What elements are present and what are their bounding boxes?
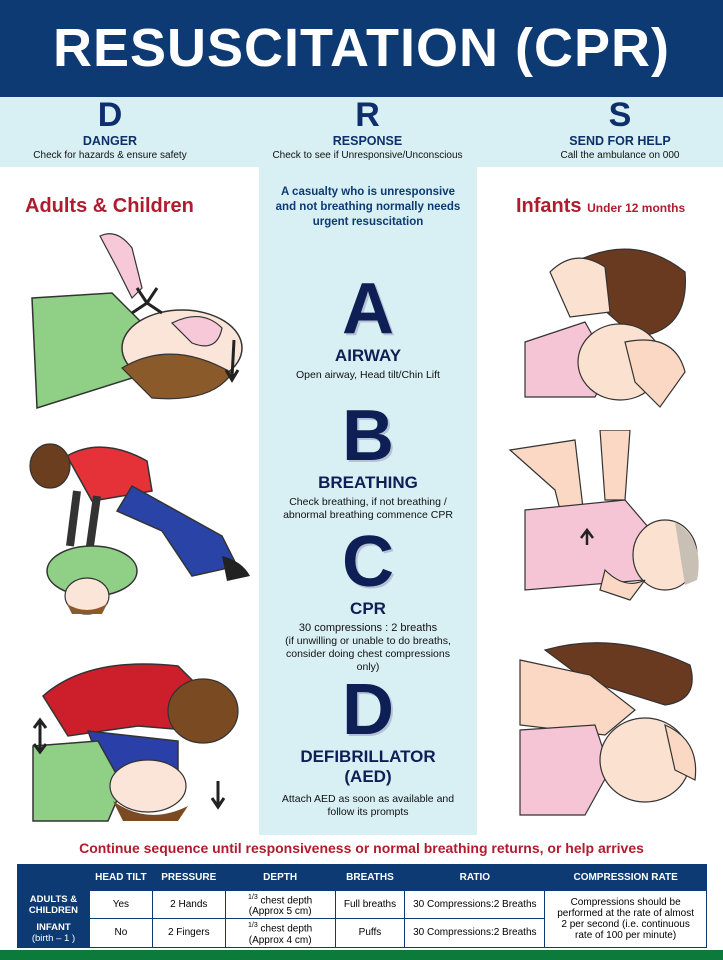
cell-breaths-infant: Puffs bbox=[335, 919, 405, 947]
step-letter-a: A bbox=[342, 269, 394, 349]
step-desc-cpr-3: consider doing chest compressions bbox=[285, 648, 450, 660]
cell-depth-adults bbox=[225, 891, 335, 919]
intro-line-3: urgent resuscitation bbox=[312, 216, 424, 228]
drs-letter-s: S bbox=[608, 96, 632, 134]
center-intro bbox=[259, 185, 477, 230]
step-word-aed: (AED) bbox=[344, 767, 392, 786]
depth-fraction-infant: 1/3 bbox=[248, 922, 258, 930]
cell-pressure-adults: 2 Hands bbox=[152, 891, 225, 919]
table-row bbox=[18, 891, 707, 919]
depth-approx-infant: (Approx 4 cm) bbox=[248, 934, 312, 946]
drs-desc-send: Call the ambulance on 000 bbox=[560, 150, 680, 161]
cell-ratio-adults: 30 Compressions:2 Breaths bbox=[405, 891, 545, 919]
drs-word-danger: DANGER bbox=[82, 134, 138, 148]
drs-word-response: RESPONSE bbox=[332, 134, 403, 148]
infant-breathing-illustration bbox=[515, 630, 710, 825]
step-desc-breathing-1: Check breathing, if not breathing / bbox=[289, 496, 447, 508]
row-label-infant-2: (birth – 1 ) bbox=[31, 932, 76, 944]
footer-bar bbox=[0, 950, 723, 960]
drs-letter-d: D bbox=[97, 96, 123, 134]
step-desc-breathing-2: abnormal breathing commence CPR bbox=[283, 509, 453, 521]
step-desc-cpr-1: 30 compressions : 2 breaths bbox=[298, 622, 438, 634]
step-letter-b: B bbox=[342, 396, 394, 476]
rate-line-4: rate of 100 per minute) bbox=[575, 929, 677, 941]
adult-airway-illustration bbox=[22, 228, 250, 413]
cell-head-tilt-adults: Yes bbox=[89, 891, 152, 919]
cell-ratio-infant: 30 Compressions:2 Breaths bbox=[405, 919, 545, 947]
table-header-row bbox=[18, 865, 707, 891]
step-word-breathing: BREATHING bbox=[318, 473, 418, 492]
step-desc-aed-1: Attach AED as soon as available and bbox=[281, 793, 455, 805]
table-header-breaths: BREATHS bbox=[335, 865, 405, 891]
infant-airway-illustration bbox=[515, 232, 710, 417]
step-word-cpr: CPR bbox=[350, 599, 386, 618]
step-desc-cpr-2: (if unwilling or unable to do breaths, bbox=[285, 635, 451, 647]
header-banner bbox=[0, 0, 723, 97]
infants-title-text: Infants bbox=[516, 195, 582, 217]
depth-text-adults: chest depth bbox=[260, 895, 313, 907]
cpr-parameters-table bbox=[17, 864, 707, 948]
step-desc-aed-2: follow its prompts bbox=[327, 806, 409, 818]
step-cpr bbox=[259, 522, 477, 674]
table-header-ratio: RATIO bbox=[405, 865, 545, 891]
row-label-adults-2: CHILDREN bbox=[28, 904, 79, 916]
rate-line-1: Compressions should be bbox=[570, 896, 681, 908]
step-airway bbox=[259, 269, 477, 382]
depth-fraction-adults: 1/3 bbox=[248, 894, 258, 901]
table-header-depth: DEPTH bbox=[225, 865, 335, 891]
row-label-infant bbox=[18, 919, 90, 947]
cell-breaths-adults: Full breaths bbox=[335, 891, 405, 919]
step-word-defibrillator: DEFIBRILLATOR bbox=[300, 747, 436, 766]
step-breathing bbox=[259, 396, 477, 522]
rate-line-2: performed at the rate of almost bbox=[557, 907, 694, 919]
infants-subtitle: Under 12 months bbox=[587, 201, 686, 215]
table-header-empty bbox=[18, 865, 90, 891]
drs-letter-r: R bbox=[355, 96, 380, 134]
depth-approx-adults: (Approx 5 cm) bbox=[248, 906, 312, 918]
depth-text-infant: chest depth bbox=[260, 923, 313, 935]
cell-compression-rate bbox=[545, 891, 707, 948]
abcd-column bbox=[259, 167, 477, 835]
row-label-adults-1: ADULTS & bbox=[29, 893, 78, 905]
table-header-compression-rate: COMPRESSION RATE bbox=[545, 865, 707, 891]
page-title: RESUSCITATION (CPR) bbox=[53, 18, 670, 78]
drs-band bbox=[0, 97, 723, 167]
infants-title bbox=[516, 195, 685, 218]
step-word-airway: AIRWAY bbox=[334, 346, 402, 365]
drs-word-send: SEND FOR HELP bbox=[569, 134, 671, 148]
drs-desc-response: Check to see if Unresponsive/Unconscious bbox=[272, 150, 463, 161]
table-header-pressure: PRESSURE bbox=[152, 865, 225, 891]
step-letter-c: C bbox=[342, 522, 394, 602]
rate-line-3: 2 per second (i.e. continuous bbox=[561, 918, 690, 930]
step-letter-d: D bbox=[342, 670, 394, 750]
continue-sequence-note: Continue sequence until responsiveness or normal breathing returns, or help arrives bbox=[79, 840, 644, 856]
intro-line-2: and not breathing normally needs bbox=[275, 201, 461, 213]
infant-compression-illustration bbox=[505, 430, 710, 610]
drs-response bbox=[260, 97, 475, 162]
step-desc-airway: Open airway, Head tilt/Chin Lift bbox=[296, 369, 440, 381]
step-desc-cpr-4: only) bbox=[356, 661, 380, 673]
cell-pressure-infant: 2 Fingers bbox=[152, 919, 225, 947]
drs-desc-danger: Check for hazards & ensure safety bbox=[33, 150, 187, 161]
row-label-adults bbox=[18, 891, 90, 919]
adult-breathing-illustration bbox=[28, 636, 250, 826]
table-header-head-tilt: HEAD TILT bbox=[89, 865, 152, 891]
intro-line-1: A casualty who is unresponsive bbox=[280, 186, 456, 198]
adults-children-title: Adults & Children bbox=[25, 195, 194, 217]
cell-depth-infant bbox=[225, 919, 335, 947]
adult-compression-illustration bbox=[22, 436, 254, 616]
drs-send-help bbox=[530, 97, 710, 162]
row-label-infant-1: INFANT bbox=[36, 921, 71, 933]
drs-danger bbox=[10, 97, 210, 162]
step-defibrillator bbox=[259, 670, 477, 819]
cell-head-tilt-infant: No bbox=[89, 919, 152, 947]
